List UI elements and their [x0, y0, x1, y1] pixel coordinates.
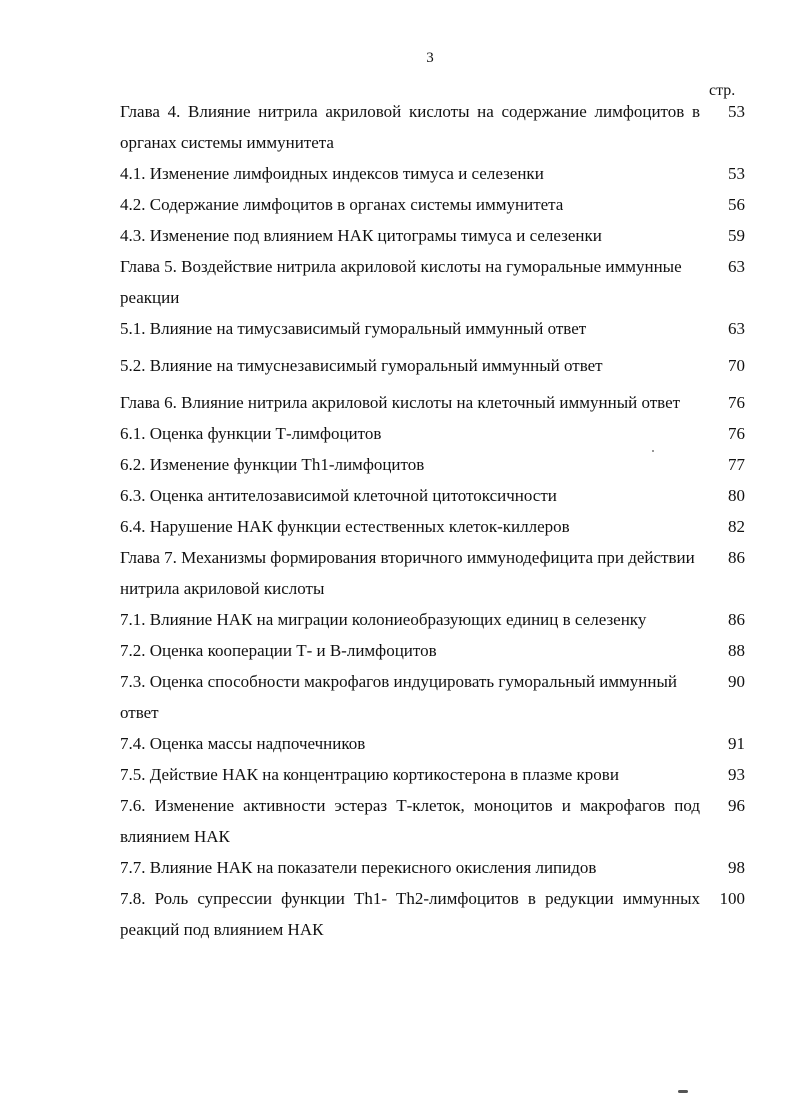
toc-entry-text: 5.2. Влияние на тимуснезависимый гуморальный иммунный ответ	[120, 356, 603, 375]
toc-entry-text: 6.2. Изменение функции Th1-лимфоцитов	[120, 455, 425, 474]
toc-entry-text: 5.1. Влияние на тимусзависимый гуморальный иммунный ответ	[120, 319, 587, 338]
toc-entry-chapter-7	[120, 542, 745, 604]
toc-entry-4-2	[120, 189, 745, 220]
toc-entry-text: Глава 7. Механизмы формирования вторичного иммунодефицита при действии нитрила акриловой кислоты	[120, 548, 695, 598]
page-column-header: стр.	[709, 82, 736, 99]
toc-entry-page: 90	[728, 672, 745, 691]
toc-entry-text: 6.4. Нарушение НАК функции естественных клеток-киллеров	[120, 517, 570, 536]
toc-entry-6-2	[120, 449, 745, 480]
toc-entry-7-2	[120, 635, 745, 666]
toc-entry-page: 82	[728, 517, 745, 536]
toc-entry-page: 88	[728, 641, 745, 660]
toc-entry-page: 76	[728, 424, 745, 443]
toc-entry-page: 100	[719, 889, 745, 908]
toc-entry-page: 53	[728, 102, 745, 121]
toc-entry-6-3	[120, 480, 745, 511]
toc-entry-page: 56	[728, 195, 745, 214]
toc-entry-text: 7.3. Оценка способности макрофагов индуцировать гуморальный иммунный ответ	[120, 672, 678, 722]
toc-entry-7-7	[120, 852, 745, 883]
toc-entry-text: 4.1. Изменение лимфоидных индексов тимуса и селезенки	[120, 164, 544, 183]
toc-entry-7-3	[120, 666, 745, 728]
toc-entry-page: 63	[728, 319, 745, 338]
toc-entry-page: 70	[728, 356, 745, 375]
toc-entry-page: 63	[728, 257, 745, 276]
toc-entry-page: 91	[728, 734, 745, 753]
toc-entry-page: 59	[728, 226, 745, 245]
toc-entry-text: 7.7. Влияние НАК на показатели перекисного окисления липидов	[120, 858, 597, 877]
toc-entry-text: 7.8. Роль супрессии функции Th1- Th2-лимфоцитов в редукции иммунных реакций под влиянием НАК	[120, 889, 700, 939]
toc-entry-page: 53	[728, 164, 745, 183]
toc-entry-page: 96	[728, 796, 745, 815]
toc-entry-page: 93	[728, 765, 745, 784]
toc-entry-text: 7.6. Изменение активности эстераз Т-клеток, моноцитов и макрофагов под влиянием НАК	[120, 796, 700, 846]
toc-entry-text: 7.2. Оценка кооперации Т- и В-лимфоцитов	[120, 641, 437, 660]
toc-entry-chapter-5	[120, 251, 745, 313]
toc-entry-page: 77	[728, 455, 745, 474]
toc-entry-page: 86	[728, 610, 745, 629]
toc-entry-text: 6.1. Оценка функции Т-лимфоцитов	[120, 424, 382, 443]
toc-entry-page: 80	[728, 486, 745, 505]
page-number: 3	[426, 50, 434, 66]
toc-entry-text: 4.2. Содержание лимфоцитов в органах системы иммунитета	[120, 195, 564, 214]
toc-entry-7-4	[120, 728, 745, 759]
toc-entry-7-6	[120, 790, 745, 852]
toc-entry-7-8	[120, 883, 745, 945]
toc-entry-6-1	[120, 418, 745, 449]
toc-entry-text: 7.4. Оценка массы надпочечников	[120, 734, 366, 753]
toc-entry-6-4	[120, 511, 745, 542]
table-of-contents	[120, 96, 745, 945]
toc-entry-text: Глава 4. Влияние нитрила акриловой кислоты на содержание лимфоцитов в органах системы иммунитета	[120, 102, 700, 152]
toc-entry-text: Глава 5. Воздействие нитрила акриловой кислоты на гуморальные иммунные реакции	[120, 257, 682, 307]
toc-entry-text: 7.1. Влияние НАК на миграции колониеобразующих единиц в селезенку	[120, 610, 647, 629]
toc-entry-5-2	[120, 350, 745, 381]
scan-speck	[652, 450, 654, 452]
toc-entry-4-3	[120, 220, 745, 251]
toc-entry-text: 7.5. Действие НАК на концентрацию кортикостерона в плазме крови	[120, 765, 619, 784]
toc-entry-7-1	[120, 604, 745, 635]
toc-entry-text: 6.3. Оценка антителозависимой клеточной цитотоксичности	[120, 486, 557, 505]
toc-entry-5-1	[120, 313, 745, 344]
toc-entry-page: 76	[728, 393, 745, 412]
toc-entry-page: 86	[728, 548, 745, 567]
toc-entry-7-5	[120, 759, 745, 790]
toc-entry-4-1	[120, 158, 745, 189]
toc-entry-page: 98	[728, 858, 745, 877]
toc-entry-chapter-4	[120, 96, 745, 158]
toc-entry-chapter-6	[120, 387, 745, 418]
toc-entry-text: Глава 6. Влияние нитрила акриловой кислоты на клеточный иммунный ответ	[120, 393, 681, 412]
toc-entry-text: 4.3. Изменение под влиянием НАК цитограмы тимуса и селезенки	[120, 226, 602, 245]
scan-mark	[678, 1090, 688, 1093]
